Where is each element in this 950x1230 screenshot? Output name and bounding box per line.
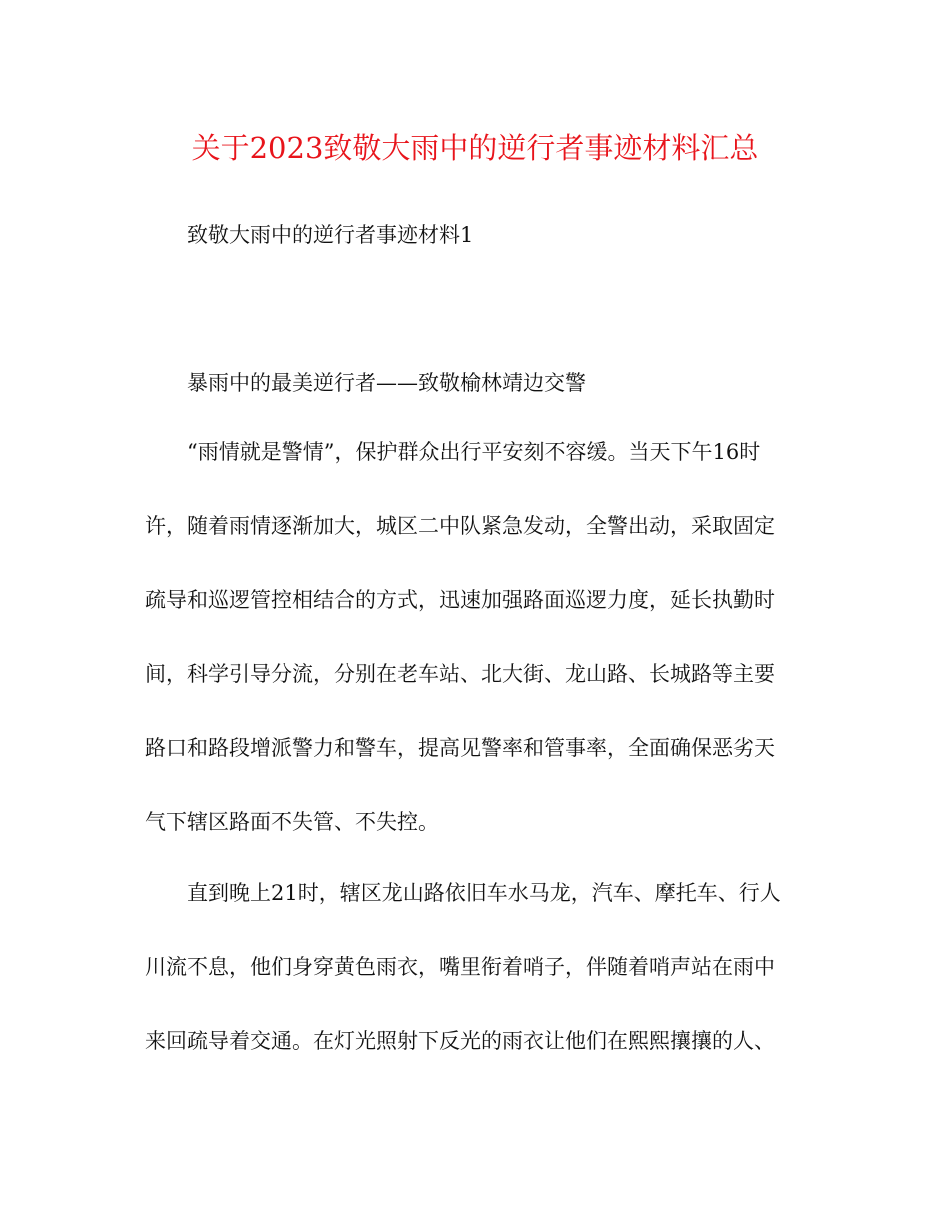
- paragraph-line: 疏导和巡逻管控相结合的方式，迅速加强路面巡逻力度，延长执勤时: [145, 588, 775, 612]
- paragraph-line: 间，科学引导分流，分别在老车站、北大街、龙山路、长城路等主要: [145, 662, 775, 686]
- paragraph-line: 来回疏导着交通。在灯光照射下反光的雨衣让他们在熙熙攘攘的人、: [145, 1029, 775, 1053]
- paragraph-line: 许，随着雨情逐渐加大，城区二中队紧急发动，全警出动，采取固定: [145, 514, 775, 538]
- section-heading: 暴雨中的最美逆行者——致敬榆林靖边交警: [187, 371, 586, 395]
- paragraph-line: “雨情就是警情”，保护群众出行平安刻不容缓。当天下午16时: [187, 440, 761, 464]
- paragraph-line: 气下辖区路面不失管、不失控。: [145, 810, 439, 834]
- paragraph-line: 直到晚上21时，辖区龙山路依旧车水马龙，汽车、摩托车、行人: [187, 881, 781, 905]
- paragraph-line: 路口和路段增派警力和警车，提高见警率和管事率，全面确保恶劣天: [145, 736, 775, 760]
- subtitle: 致敬大雨中的逆行者事迹材料1: [187, 223, 474, 247]
- paragraph-line: 川流不息，他们身穿黄色雨衣，嘴里衔着哨子，伴随着哨声站在雨中: [145, 955, 775, 979]
- document-title: 关于2023致敬大雨中的逆行者事迹材料汇总: [191, 131, 759, 165]
